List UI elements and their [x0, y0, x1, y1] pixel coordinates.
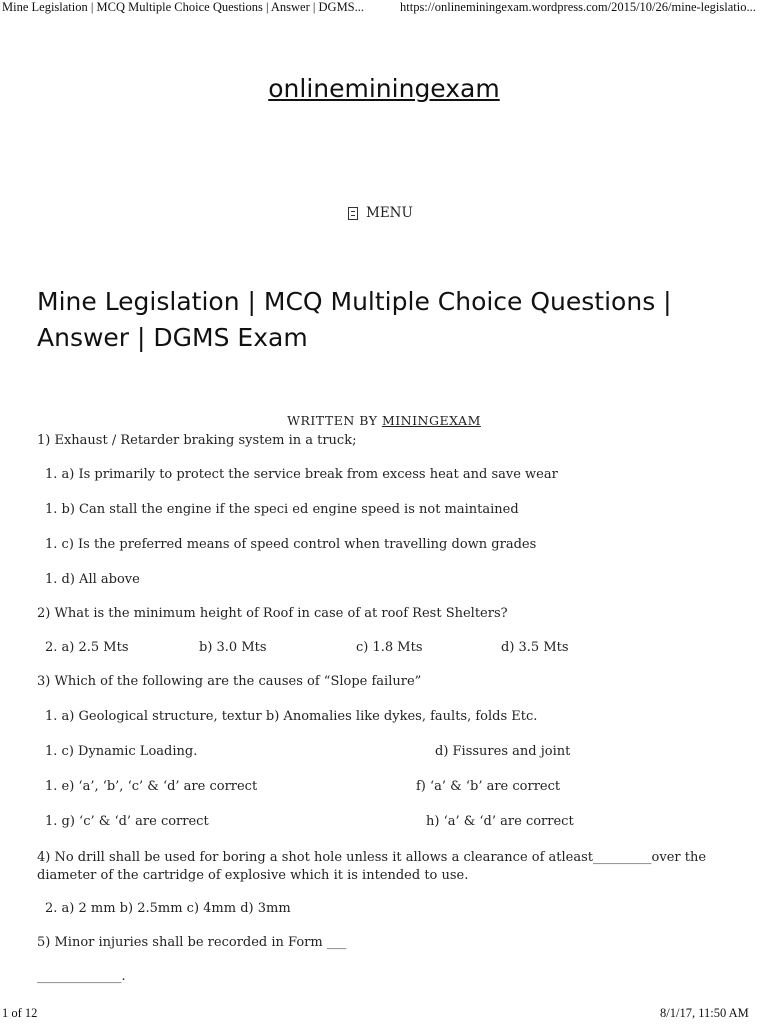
byline [0, 413, 768, 428]
question-2-stem: 2) What is the minimum height of Roof in case of at roof Rest Shelters? [37, 606, 508, 621]
question-1-option-c: 1. c) Is the preferred means of speed control when travelling down grades [45, 537, 537, 552]
question-5-blank: _____________. [37, 969, 126, 984]
menu-icon [348, 207, 358, 220]
menu-button[interactable] [348, 205, 413, 221]
question-3-option-a: 1. a) Geological structure, textur b) Anomalies like dykes, faults, folds Etc. [45, 709, 538, 724]
question-2-option-c: c) 1.8 Mts [356, 640, 423, 655]
byline-prefix: WRITTEN BY [287, 413, 378, 428]
print-footer-datetime: 8/1/17, 11:50 AM [660, 1006, 749, 1020]
question-3-option-d: d) Fissures and joint [435, 744, 571, 759]
question-1-option-d: 1. d) All above [45, 572, 140, 587]
print-footer-page: 1 of 12 [2, 1006, 38, 1020]
post-title: Mine Legislation | MCQ Multiple Choice Questions | Answer | DGMS Exam [37, 287, 672, 352]
question-3-option-g: 1. g) ‘c’ & ‘d’ are correct [45, 814, 209, 829]
site-title[interactable]: onlineminingexam [268, 74, 500, 103]
question-4-stem: 4) No drill shall be used for boring a shot hole unless it allows a clearance of atleast_________over the diameter of the cartridge of explosive which it is intended to use. [37, 850, 707, 883]
question-2-option-a: 2. a) 2.5 Mts [45, 640, 129, 655]
question-3-option-h: h) ‘a’ & ‘d’ are correct [426, 814, 574, 829]
print-header-url: https://onlineminingexam.wordpress.com/2015/10/26/mine-legislatio... [400, 0, 756, 14]
question-1-option-b: 1. b) Can stall the engine if the speci ed engine speed is not maintained [45, 502, 519, 517]
print-header-title: Mine Legislation | MCQ Multiple Choice Questions | Answer | DGMS... [2, 0, 365, 14]
question-2-option-b: b) 3.0 Mts [199, 640, 267, 655]
author-link[interactable]: MININGEXAM [381, 413, 481, 428]
question-5-stem: 5) Minor injuries shall be recorded in Form ___ [37, 935, 347, 950]
question-2-option-d: d) 3.5 Mts [501, 640, 569, 655]
menu-label: MENU [366, 205, 413, 221]
question-3-option-f: f) ‘a’ & ‘b’ are correct [416, 779, 561, 794]
question-4-options: 2. a) 2 mm b) 2.5mm c) 4mm d) 3mm [45, 901, 291, 916]
question-3-option-e: 1. e) ‘a’, ‘b’, ‘c’ & ‘d’ are correct [45, 779, 258, 794]
question-1-option-a: 1. a) Is primarily to protect the service break from excess heat and save wear [45, 467, 558, 482]
question-3-option-c: 1. c) Dynamic Loading. [45, 744, 198, 759]
question-3-stem: 3) Which of the following are the causes of “Slope failure” [37, 674, 422, 689]
question-1-stem: 1) Exhaust / Retarder braking system in a truck; [37, 433, 357, 448]
